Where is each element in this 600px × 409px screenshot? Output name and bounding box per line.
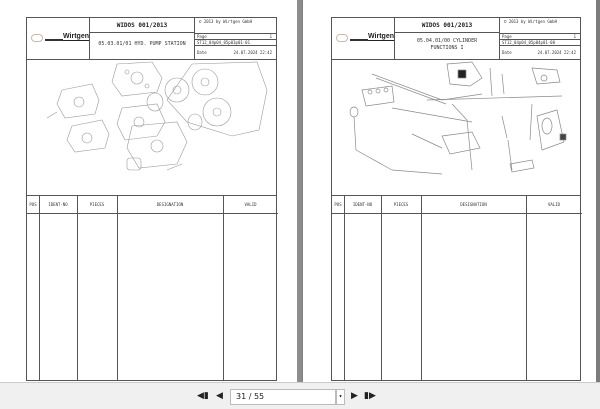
logo-cell — [332, 18, 395, 60]
page-dropdown-chevron-icon[interactable]: ▾ — [336, 389, 345, 405]
col-divider — [526, 196, 527, 380]
col-divider — [381, 196, 382, 380]
pump-station-drawing-icon — [27, 60, 276, 196]
page-number-input[interactable]: 31 / 55 — [230, 389, 336, 405]
col-divider — [39, 196, 40, 380]
brand-seal-icon — [336, 34, 348, 42]
navigation-toolbar — [0, 382, 600, 409]
logo-bar-icon — [350, 39, 368, 41]
col-header-pieces: PIECES — [77, 196, 117, 214]
doc-code: ST12_04p04_05p04p01-00 — [502, 40, 555, 45]
col-header-designation: DESIGNATION — [117, 196, 223, 214]
next-page-icon[interactable]: ▶ — [351, 391, 358, 401]
col-header-valid: VALID — [526, 196, 582, 214]
title-cell — [90, 18, 194, 60]
section-title: 05.03.01/01 HYD. PUMP STATION — [98, 41, 186, 47]
meta-cell — [194, 18, 276, 60]
doc-title: WIDOS 001/2013 — [90, 18, 194, 33]
date-value: 24.07.2024 22:42 — [537, 50, 576, 55]
header-underline — [27, 196, 276, 214]
copyright: © 2013 by Wirtgen GmbH — [199, 19, 252, 24]
page-label: Page — [502, 34, 512, 39]
date-label: Date — [502, 50, 512, 55]
date-row — [195, 45, 276, 60]
brand-seal-icon — [31, 34, 43, 42]
logo-cell — [27, 18, 90, 60]
col-divider — [77, 196, 78, 380]
date-value: 24.07.2024 22:42 — [233, 50, 272, 55]
exploded-drawing-pump-station — [27, 60, 276, 196]
copyright: © 2013 by Wirtgen GmbH — [504, 19, 557, 24]
col-header-ident: IDENT-NO — [344, 196, 381, 214]
date-label: Date — [197, 50, 207, 55]
vertical-scrollbar[interactable] — [596, 0, 600, 382]
last-page-icon[interactable]: ▮▶ — [364, 391, 376, 401]
wirtgen-logo: Wirtgen — [368, 33, 394, 40]
doc-code: ST12_04p04_05p03p01-01 — [197, 40, 250, 45]
doc-title: WIDOS 001/2013 — [395, 18, 499, 33]
sheet-header — [332, 18, 580, 60]
col-divider — [344, 196, 345, 380]
col-header-pos: POS — [27, 196, 39, 214]
date-row — [500, 45, 580, 60]
parts-sheet — [331, 17, 581, 381]
section-title: 05.04.01/00 CYLINDER FUNCTIONS I — [416, 38, 478, 51]
col-header-ident: IDENT-NO — [39, 196, 77, 214]
sheet-header — [27, 18, 276, 60]
col-divider — [421, 196, 422, 380]
right-page — [303, 0, 600, 382]
parts-table — [27, 196, 276, 380]
header-underline — [332, 196, 580, 214]
col-header-pieces: PIECES — [381, 196, 421, 214]
meta-cell — [499, 18, 580, 60]
col-header-pos: POS — [332, 196, 344, 214]
wirtgen-logo: Wirtgen — [63, 33, 89, 40]
left-page — [0, 0, 297, 382]
previous-page-icon[interactable]: ◀ — [216, 391, 223, 401]
page-label: Page — [197, 34, 207, 39]
page-number: 1 — [573, 34, 576, 39]
cylinder-functions-drawing-icon — [332, 60, 580, 196]
title-cell — [395, 18, 499, 60]
col-header-designation: DESIGNATION — [421, 196, 526, 214]
parts-sheet — [26, 17, 277, 381]
page-number: 1 — [269, 34, 272, 39]
first-page-icon[interactable]: ◀▮ — [197, 391, 209, 401]
col-divider — [117, 196, 118, 380]
hydraulic-hose-diagram — [332, 60, 580, 196]
col-divider — [223, 196, 224, 380]
logo-bar-icon — [45, 39, 63, 41]
parts-table — [332, 196, 580, 380]
col-header-valid: VALID — [223, 196, 278, 214]
